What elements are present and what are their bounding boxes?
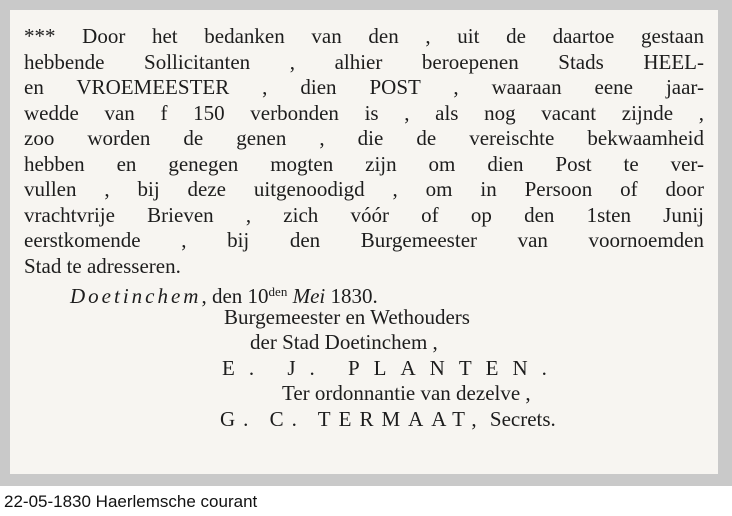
dateline-day: , den 10 [201, 284, 269, 308]
notice-line-3: en VROEMEESTER , dien POST , waaraan eene jaar- [24, 75, 704, 99]
notice-line-6: hebben en genegen mogten zijn om dien Post te ver- [24, 151, 704, 176]
signature-title: Secrets. [489, 406, 556, 431]
notice-line-1: *** Door het bedanken van den , uit de daartoe gestaan [24, 24, 704, 48]
newspaper-clipping [10, 10, 718, 474]
signature-line-1: Burgemeester en Wethouders [224, 304, 470, 329]
dateline-place: Doetinchem [70, 284, 202, 308]
signature-name-2-line [24, 407, 704, 433]
signature-name-1: E. J. PLANTEN. [222, 355, 561, 380]
notice-line-9: eerstkomende , bij den Burgemeester van voornoemden [24, 228, 704, 252]
dateline-month: Mei [292, 284, 326, 308]
signature-line-2: der Stad Doetinchem , [250, 330, 438, 354]
dateline-day-suffix: den [268, 284, 288, 299]
signature-name-2: G. C. TERMAAT, [220, 406, 485, 431]
notice-line-7: vullen , bij deze uitgenoodigd , om in Persoon of door [24, 177, 704, 201]
notice-line-8: vrachtvrije Brieven , zich vóór of op den 1sten Junij [24, 202, 704, 227]
notice-line-4: wedde van f 150 verbonden is , als nog vacant zijnde , [24, 100, 704, 125]
notice-line-5: zoo worden de genen , die de vereischte bekwaamheid [24, 126, 704, 150]
notice-line-10: Stad te adresseren. [24, 253, 181, 278]
signature-line-3: Ter ordonnantie van dezelve , [282, 381, 531, 405]
notice-line-2: hebbende Sollicitanten , alhier beroepenen Stads HEEL- [24, 49, 704, 74]
caption: 22-05-1830 Haerlemsche courant [4, 492, 258, 511]
dateline-year: 1830. [330, 284, 378, 308]
dateline [24, 279, 704, 308]
